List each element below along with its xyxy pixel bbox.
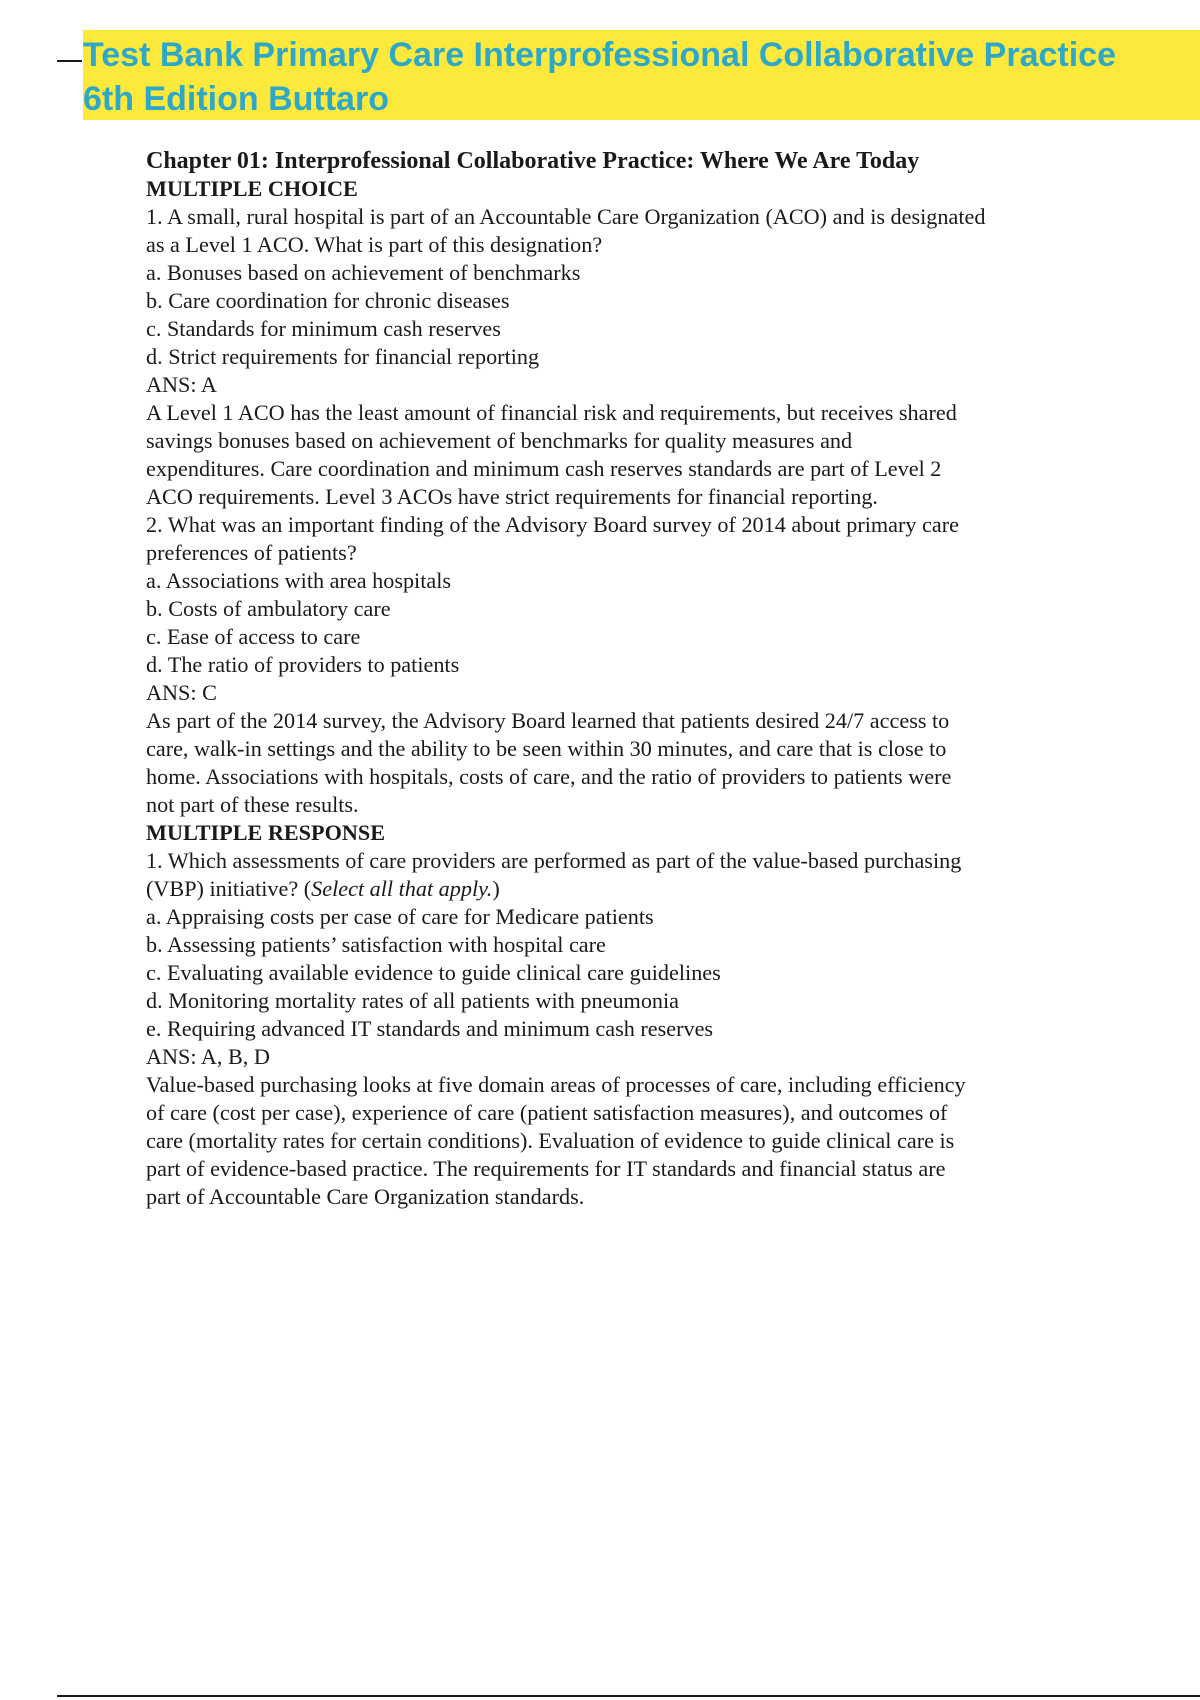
- question-text-line: [146, 875, 1086, 903]
- title-dash: [57, 60, 82, 62]
- question-text-line: 1. A small, rural hospital is part of an Accountable Care Organization (ACO) and is designated: [146, 204, 986, 229]
- answer-option: d. Strict requirements for financial reporting: [146, 344, 540, 369]
- rationale-line: A Level 1 ACO has the least amount of financial risk and requirements, but receives shared: [146, 400, 957, 425]
- answer-key: ANS: A, B, D: [146, 1044, 270, 1069]
- question-mc1: [146, 203, 1086, 511]
- question-mc2: [146, 511, 1086, 819]
- answer-option: c. Standards for minimum cash reserves: [146, 316, 501, 341]
- answer-option: d. The ratio of providers to patients: [146, 652, 460, 677]
- document-title-line-1: Test Bank Primary Care Interprofessional Collaborative Practice: [83, 36, 1116, 74]
- rationale-line: care (mortality rates for certain conditions). Evaluation of evidence to guide clinical care is: [146, 1128, 955, 1153]
- chapter-title: Chapter 01: Interprofessional Collaborative Practice: Where We Are Today: [146, 148, 920, 174]
- select-all-instruction: Select all that apply.: [311, 876, 493, 901]
- document-title-line-2: 6th Edition Buttaro: [83, 80, 389, 118]
- rationale-line: part of evidence-based practice. The requirements for IT standards and financial status are: [146, 1156, 946, 1181]
- rationale-line: ACO requirements. Level 3 ACOs have strict requirements for financial reporting.: [146, 484, 878, 509]
- page-bottom-rule: [57, 1695, 1200, 1697]
- rationale-line: care, walk-in settings and the ability to be seen within 30 minutes, and care that is close to: [146, 736, 947, 761]
- rationale-line: As part of the 2014 survey, the Advisory Board learned that patients desired 24/7 access to: [146, 708, 950, 733]
- answer-option: c. Evaluating available evidence to guide clinical care guidelines: [146, 960, 721, 985]
- answer-option: b. Assessing patients’ satisfaction with hospital care: [146, 932, 606, 957]
- rationale-line: part of Accountable Care Organization standards.: [146, 1184, 585, 1209]
- section-heading-multiple-response: MULTIPLE RESPONSE: [146, 820, 385, 845]
- rationale-line: Value-based purchasing looks at five domain areas of processes of care, including efficiency: [146, 1072, 966, 1097]
- document-title: [83, 33, 1200, 121]
- answer-option: a. Bonuses based on achievement of benchmarks: [146, 260, 581, 285]
- answer-option: e. Requiring advanced IT standards and minimum cash reserves: [146, 1016, 714, 1041]
- rationale-line: of care (cost per case), experience of care (patient satisfaction measures), and outcomes of: [146, 1100, 948, 1125]
- question-text-line: as a Level 1 ACO. What is part of this designation?: [146, 232, 603, 257]
- answer-option: d. Monitoring mortality rates of all patients with pneumonia: [146, 988, 680, 1013]
- question-text-line: 2. What was an important finding of the Advisory Board survey of 2014 about primary care: [146, 512, 959, 537]
- document-title-block: [0, 30, 1200, 120]
- answer-option: a. Appraising costs per case of care for Medicare patients: [146, 904, 654, 929]
- answer-option: b. Care coordination for chronic diseases: [146, 288, 510, 313]
- rationale-line: savings bonuses based on achievement of benchmarks for quality measures and: [146, 428, 853, 453]
- answer-option: c. Ease of access to care: [146, 624, 361, 649]
- answer-key: ANS: C: [146, 680, 217, 705]
- answer-option: b. Costs of ambulatory care: [146, 596, 391, 621]
- question-text-line: preferences of patients?: [146, 540, 357, 565]
- question-text-line: 1. Which assessments of care providers are performed as part of the value-based purchasing: [146, 848, 962, 873]
- document-body: [146, 147, 1086, 1211]
- question-text-part: (VBP) initiative? (: [146, 876, 312, 901]
- answer-option: a. Associations with area hospitals: [146, 568, 452, 593]
- answer-key: ANS: A: [146, 372, 217, 397]
- question-text-part: ): [492, 876, 500, 901]
- question-mr1: [146, 847, 1086, 1211]
- rationale-line: not part of these results.: [146, 792, 359, 817]
- section-heading-multiple-choice: MULTIPLE CHOICE: [146, 176, 358, 201]
- rationale-line: expenditures. Care coordination and minimum cash reserves standards are part of Level 2: [146, 456, 942, 481]
- rationale-line: home. Associations with hospitals, costs of care, and the ratio of providers to patients were: [146, 764, 952, 789]
